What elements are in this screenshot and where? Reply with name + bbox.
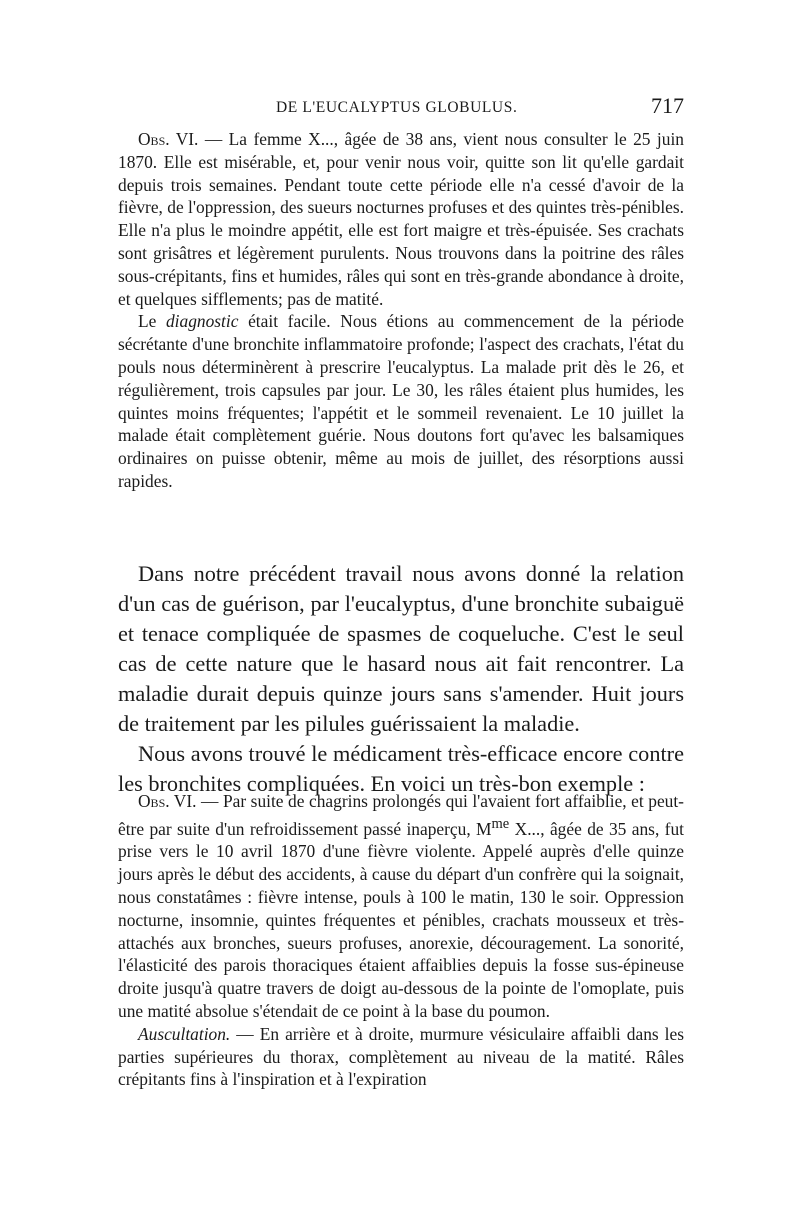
main-body-text bbox=[118, 559, 684, 799]
diagnostic-prefix: Le bbox=[138, 311, 166, 332]
page-header bbox=[118, 93, 684, 127]
running-title: DE L'EUCALYPTUS GLOBULUS. bbox=[276, 99, 518, 116]
body-paragraph-2: Nous avons trouvé le médicament très-efficace encore contre les bronchites compliquées. En voici un très-bon exemple : bbox=[118, 741, 684, 796]
observation-text-a: — Par suite de chagrins prolongés qui l'avaient fort affaiblie, et peut-être par suite d'un refroidissement passé inaperçu, M bbox=[118, 791, 684, 839]
diagnostic-text: était facile. Nous étions au commencement de la période sécrétante d'une bronchite inflammatoire profonde; l'aspect des crachats, l'état du pouls nous déterminèrent à prescrire l'eucalyptus. La malade prit dès le 26, et régulièrement, trois capsules par jour. Le 30, les râles étaient plus humides, les quintes moins fréquentes; l'appétit et le sommeil revenaient. Le 10 juillet la malade était complètement guérie. Nous doutons fort qu'avec les balsamiques ordinaires on puisse obtenir, même au mois de juillet, des résorptions aussi rapides. bbox=[118, 311, 684, 491]
observation-label: Obs. VI. bbox=[138, 791, 197, 811]
observation-block-2 bbox=[118, 790, 684, 1091]
body-paragraph-1: Dans notre précédent travail nous avons donné la relation d'un cas de guérison, par l'eucalyptus, d'une bronchite subaiguë et tenace compliquée de spasmes de coqueluche. C'est le seul cas de cette nature que le hasard nous ait fait rencontrer. La maladie durait depuis quinze jours sans s'amender. Huit jours de traitement par les pilules guérissaient la maladie. bbox=[118, 561, 684, 736]
page-number: 717 bbox=[651, 93, 684, 118]
observation-text-b: X..., âgée de 35 ans, fut prise vers le 10 avril 1870 d'une fièvre violente. Appelé auprès d'elle quinze jours après le début des accidents, à cause du départ d'un confrère qui la soignait, nous constatâmes : fièvre intense, pouls à 100 le matin, 130 le soir. Oppression nocturne, insomnie, quintes fréquentes et pénibles, crachats mousseux et très-attachés aux bronches, sueurs profuses, anorexie, découragement. La sonorité, l'élasticité des parois thoraciques étaient affaiblies depuis la fosse sus-épineuse droite jusqu'à quatre travers de doigt au-dessous de la pointe de l'omoplate, puis une matité absolue s'étendait de ce point à la base du poumon. bbox=[118, 818, 684, 1021]
observation-label: Obs. VI. bbox=[138, 129, 199, 149]
auscultation-paragraph bbox=[118, 1023, 684, 1091]
observation-text: — La femme X..., âgée de 38 ans, vient nous consulter le 25 juin 1870. Elle est misérable, et, pour venir nous voir, quitte son lit qu'elle gardait depuis trois semaines. Pendant toute cette période elle n'a cessé d'avoir de la fièvre, de l'oppression, des sueurs nocturnes profuses et des quintes très-pénibles. Elle n'a plus le moindre appétit, elle est fort maigre et très-épuisée. Ses crachats sont grisâtres et légèrement purulents. Nous trouvons dans la poitrine des râles sous-crépitants, fins et humides, râles qui sont en très-grande abondance à droite, et quelques sifflements; pas de matité. bbox=[118, 129, 684, 309]
observation-paragraph bbox=[118, 128, 684, 310]
observation-paragraph bbox=[118, 790, 684, 1023]
auscultation-text: — En arrière et à droite, murmure vésiculaire affaibli dans les parties supérieures du thorax, complètement au niveau de la matité. Râles crépitants fins à l'inspiration et à l'expiration bbox=[118, 1023, 684, 1090]
superscript-me: me bbox=[491, 815, 510, 832]
auscultation-term: Auscultation. bbox=[138, 1023, 231, 1044]
observation-block-1 bbox=[118, 128, 684, 493]
diagnostic-term: diagnostic bbox=[165, 311, 239, 332]
diagnostic-paragraph bbox=[118, 310, 684, 492]
